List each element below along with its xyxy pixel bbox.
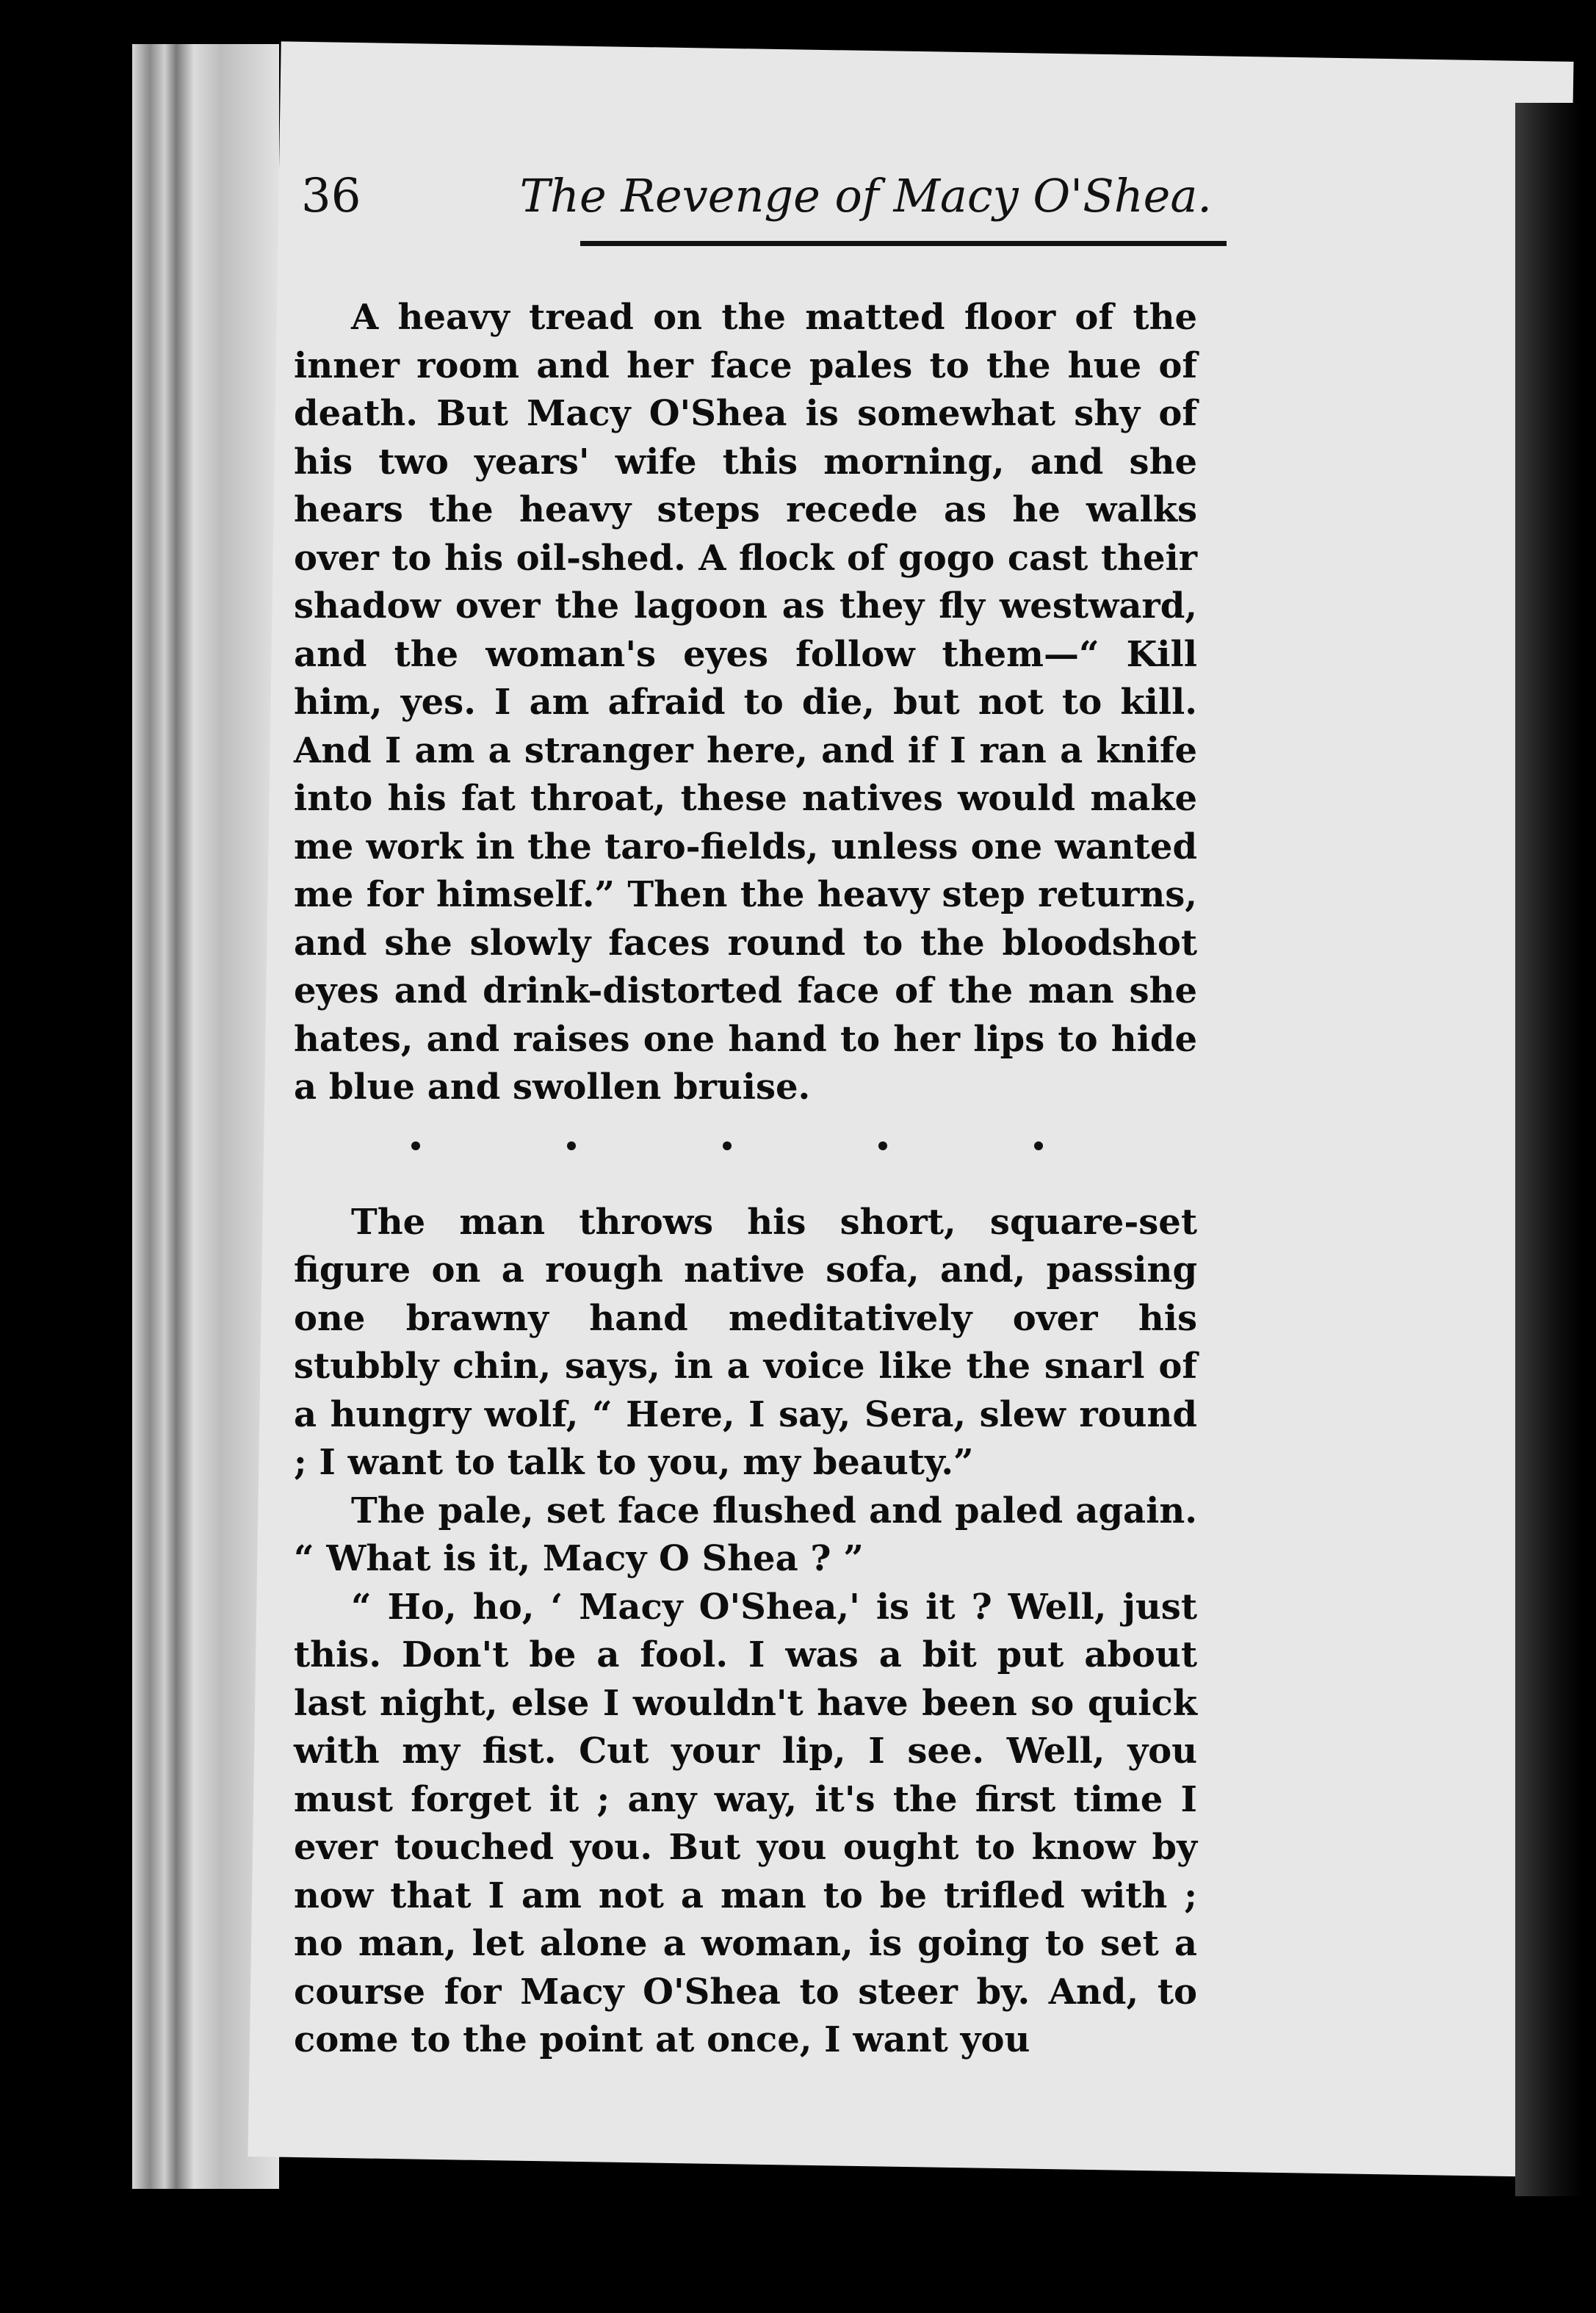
paragraph: A heavy tread on the matted floor of the inner room and her face pales to the hue of death. But Macy O'Shea is somewhat shy of his two years' wife this morning, and she hears the heavy steps recede as he walks over to his oil-shed. A flock of gogo cast their shadow over the lagoon as they fly westward, and the woman's eyes follow them—“ Kill him, yes. I am afraid to die, but not to kill. And I am a stranger here, and if I ran a knife into his fat throat, these natives would make me work in the taro-fields, unless one wanted me for himself.” Then the heavy step returns, and she slowly faces round to the bloodshot eyes and drink-distorted face of the man she hates, and raises one hand to her lips to hide a blue and swollen bruise. [294,297,1197,1108]
section-break-dot [1034,1141,1043,1150]
paragraph: The pale, set face flushed and paled again. “ What is it, Macy O Shea ? ” [294,1490,1197,1579]
paragraph: “ Ho, ho, ‘ Macy O'Shea,' is it ? Well, just this. Don't be a fool. I was a bit put about last night, else I wouldn't have been so quick with my fist. Cut your lip, I see. Well, you must forget it ; any way, it's the first time I ever touched you. But you ought to know by now that I am not a man to be trifled with ; no man, let alone a woman, is going to set a course for Macy O'Shea to steer by. And, to come to the point at once, I want you [294,1586,1197,2060]
section-break-dot [878,1141,887,1150]
body-text [294,294,1197,2065]
page-header [301,169,1212,257]
section-break-dot [411,1141,420,1150]
header-rule [580,241,1227,246]
section-break-dot [723,1141,732,1150]
page-number: 36 [301,169,361,223]
section-break-dot [567,1141,576,1150]
page-edge-shadow [1515,103,1581,2196]
paragraph: The man throws his short, square-set figure on a rough native sofa, and, passing one brawny hand meditatively over his stubbly chin, says, in a voice like the snarl of a hungry wolf, “ Here, I say, Sera, slew round ; I want to talk to you, my beauty.” [294,1201,1197,1483]
running-title: The Revenge of Macy O'Shea. [519,169,1212,223]
section-break [411,1131,1043,1161]
